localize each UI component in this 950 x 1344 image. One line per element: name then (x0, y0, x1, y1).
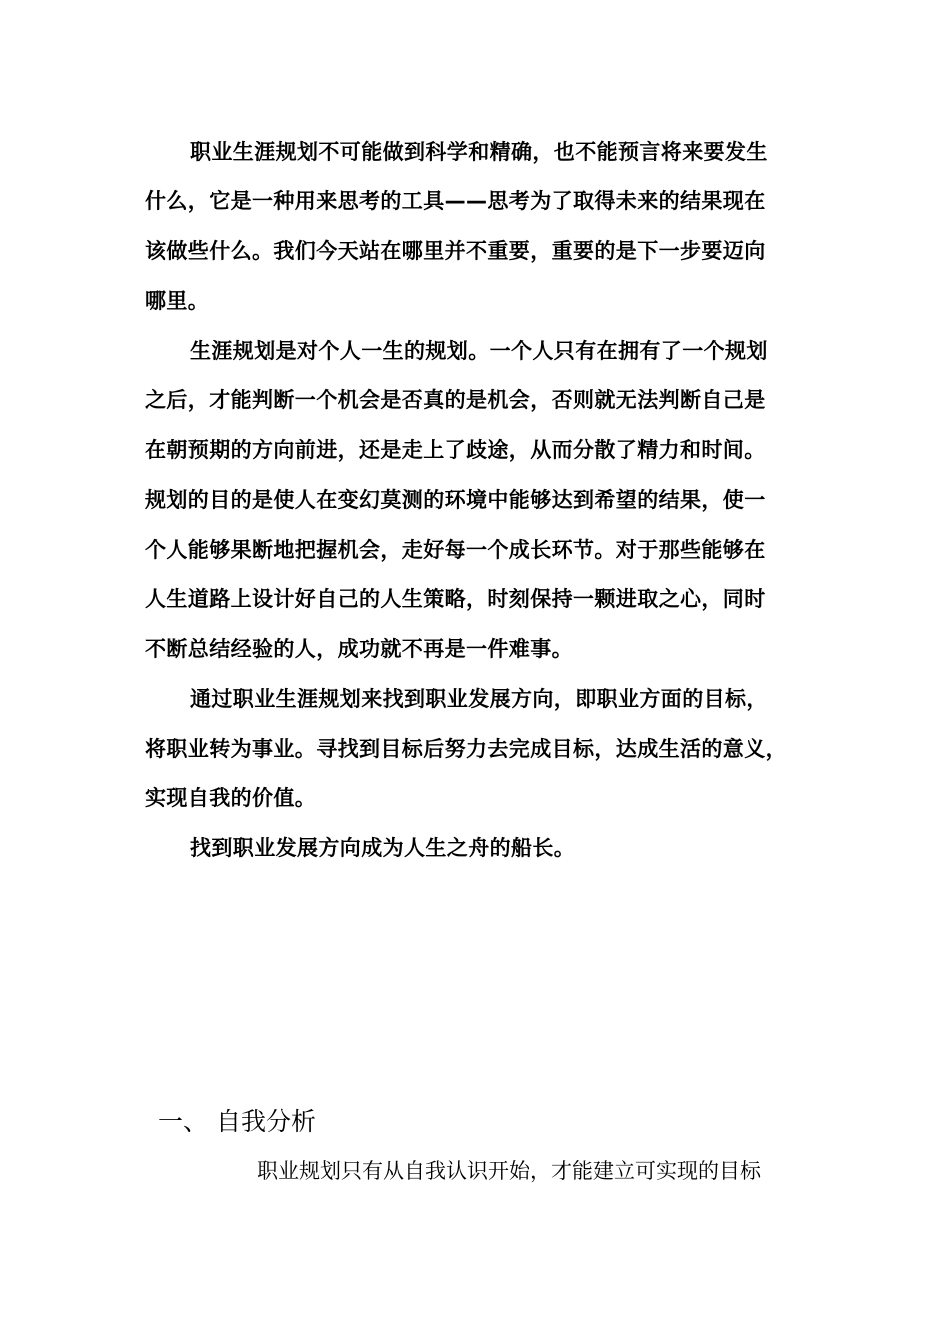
paragraph-3-line-2: 将职业转为事业。寻找到目标后努力去完成目标，达成生活的意义， (145, 737, 787, 761)
paragraph-1-line-1: 职业生涯规划不可能做到科学和精确，也不能预言将来要发生 (190, 140, 768, 164)
section-first-line: 职业规划只有从自我认识开始，才能建立可实现的目标 (257, 1159, 761, 1183)
paragraph-4-line-1: 找到职业发展方向成为人生之舟的船长。 (190, 836, 576, 860)
paragraph-2-line-3: 在朝预期的方向前进，还是走上了歧途，从而分散了精力和时间。 (145, 438, 766, 462)
paragraph-3-line-1: 通过职业生涯规划来找到职业发展方向，即职业方面的目标， (190, 687, 768, 711)
section-heading (158, 1105, 316, 1139)
paragraph-1-line-4: 哪里。 (145, 289, 210, 313)
paragraph-2-line-4: 规划的目的是使人在变幻莫测的环境中能够达到希望的结果，使一 (145, 488, 766, 512)
paragraph-1-line-2: 什么，它是一种用来思考的工具——思考为了取得未来的结果现在 (145, 189, 766, 213)
section-number: 一、 (158, 1107, 209, 1136)
paragraph-2-line-6: 人生道路上设计好自己的人生策略，时刻保持一颗进取之心，同时 (145, 587, 766, 611)
section-title: 自我分析 (216, 1107, 317, 1136)
paragraph-1-line-3: 该做些什么。我们今天站在哪里并不重要，重要的是下一步要迈向 (145, 239, 766, 263)
paragraph-2-line-2: 之后，才能判断一个机会是否真的是机会，否则就无法判断自己是 (145, 388, 766, 412)
paragraph-3-line-3: 实现自我的价值。 (145, 786, 317, 810)
paragraph-2-line-7: 不断总结经验的人，成功就不再是一件难事。 (145, 637, 573, 661)
paragraph-2-line-5: 个人能够果断地把握机会，走好每一个成长环节。对于那些能够在 (145, 538, 766, 562)
paragraph-2-line-1: 生涯规划是对个人一生的规划。一个人只有在拥有了一个规划 (190, 339, 768, 363)
